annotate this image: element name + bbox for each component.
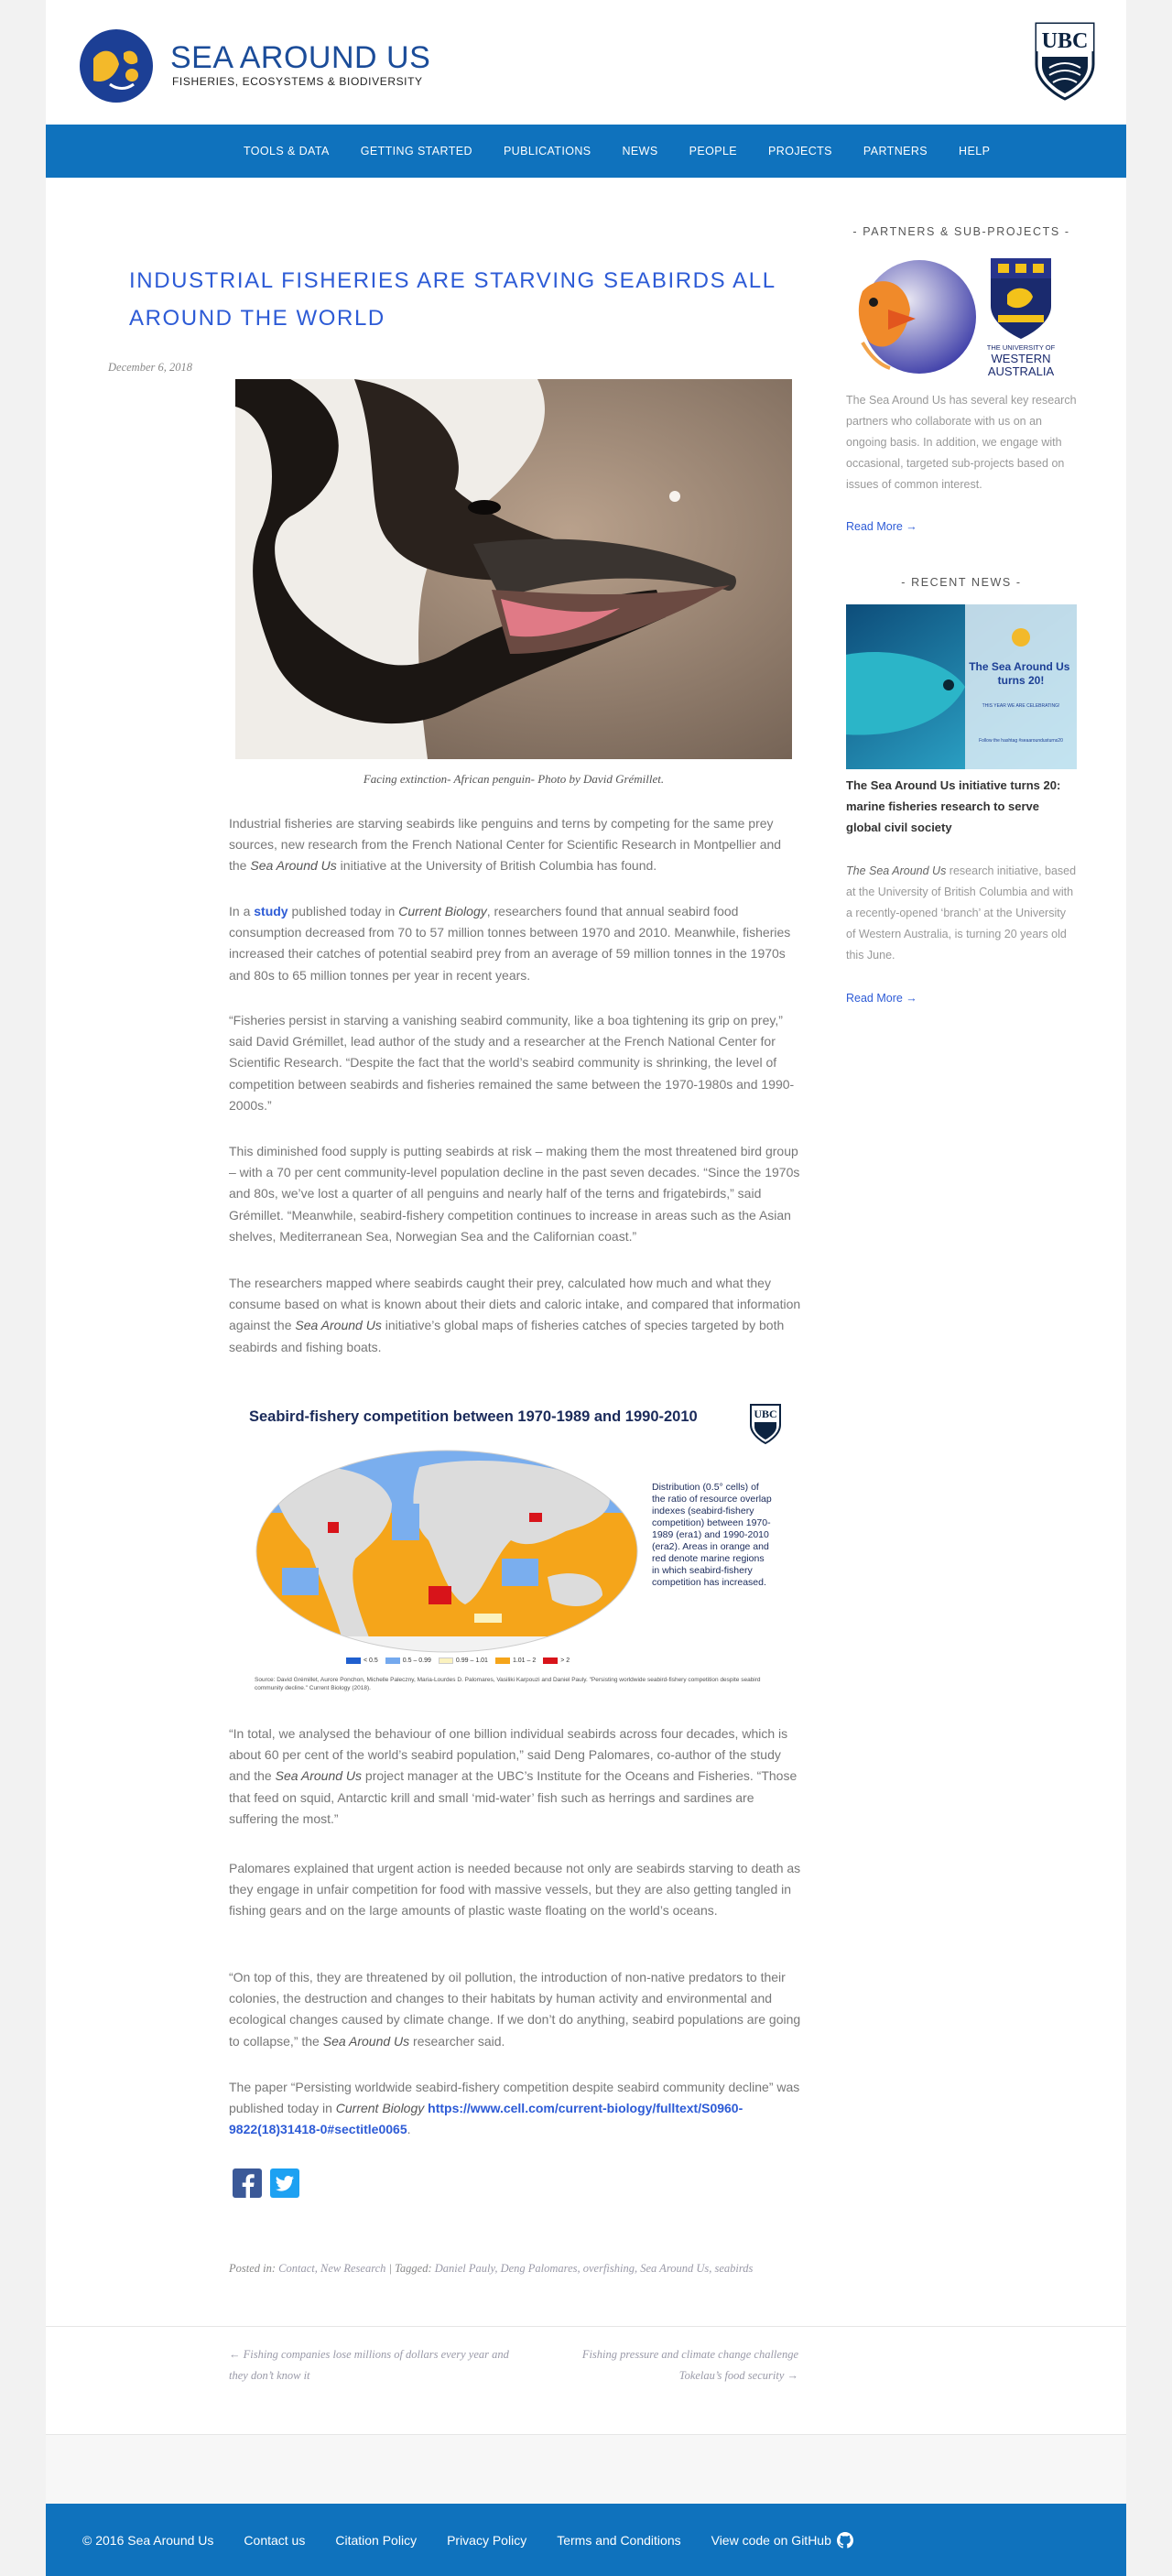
penguin-photo xyxy=(235,379,792,759)
paper-link[interactable]: https://www.cell.com/current-biology/fulltext/S0960-9822(18)31418-0#sectitle0065 xyxy=(229,2101,743,2137)
image-caption: Facing extinction- African penguin- Photo by David Grémillet. xyxy=(363,772,665,786)
map-color-scale: < 0.5 0.5 – 0.99 0.99 – 1.01 1.01 – 2 > 2 xyxy=(346,1658,570,1664)
nav-tools-data[interactable]: TOOLS & DATA xyxy=(244,145,330,158)
nav-people[interactable]: PEOPLE xyxy=(689,145,738,158)
footer-copyright: © 2016 Sea Around Us xyxy=(82,2532,214,2548)
svg-text:Follow the hashtag #seaaroundu: Follow the hashtag #seaaroundusturns20 xyxy=(979,738,1063,744)
footer-contact-link[interactable]: Contact us xyxy=(244,2532,306,2548)
site-header xyxy=(46,0,1126,125)
next-post-link[interactable]: Fishing pressure and climate change challenge Tokelau’s food security → xyxy=(581,2348,798,2382)
svg-text:THE UNIVERSITY OF: THE UNIVERSITY OF xyxy=(987,343,1056,352)
svg-text:The Sea Around Us turn: The Sea Around Us turns 20! xyxy=(969,660,1070,687)
scale-swatch xyxy=(543,1658,558,1664)
article-paragraph: The researchers mapped where seabirds caught their prey, calculated how much and what they consume based on what is known about their diets and caloric intake, and compared that information against the Sea Around Us initiative’s global maps of fisheries catches of species targeted by both seabirds and fishing boats. xyxy=(229,1276,801,1354)
partner-fish-globe-logo[interactable] xyxy=(852,255,978,378)
news-thumbnail[interactable] xyxy=(846,604,1077,769)
scale-swatch xyxy=(439,1658,453,1664)
news-excerpt: The Sea Around Us research initiative, based at the University of British Columbia and with a recently-opened ‘branch’ at the University of Western Australia, is turning 20 years old this June. xyxy=(846,864,1077,962)
nav-help[interactable]: HELP xyxy=(959,145,991,158)
partners-read-more-link[interactable]: Read More → xyxy=(846,520,917,533)
world-map xyxy=(255,1449,639,1655)
svg-text:UBC: UBC xyxy=(1041,29,1089,53)
footer-github-link[interactable] xyxy=(711,2532,853,2549)
article-paragraph: In a study published today in Current Biology, researchers found that annual seabird food consumption decreased from 70 to 57 million tonnes between 1970 and 2010. Meanwhile, fisheries increased their catches of potential seabird prey from an average of 59 million tonnes in the 1970s and 80s to 65 million tonnes per year in recent years. xyxy=(229,904,791,983)
map-source: Source: David Grémillet, Aurore Ponchon, Michelle Paleczny, Maria-Lourdes D. Palomares, Vasiliki Karpouzi and Daniel Pauly. "Persisting worldwide seabird-fishery competition despite seabird community decline." Current Biology (2018). xyxy=(255,1677,761,1691)
map-title: Seabird-fishery competition between 1970-1989 and 1990-2010 xyxy=(249,1408,698,1425)
article-paragraph: “On top of this, they are threatened by oil pollution, the introduction of non-native predators to their colonies, the destruction and changes to their habitats by human activity and environmental and ecological changes caused by climate change. If we don’t do anything, seabird populations are going to collapse,” the Sea Around Us researcher said. xyxy=(229,1970,801,2049)
social-share xyxy=(233,2168,299,2198)
page-container xyxy=(46,0,1126,2504)
partners-heading: - PARTNERS & SUB-PROJECTS - xyxy=(852,225,1070,238)
site-tagline: FISHERIES, ECOSYSTEMS & BIODIVERSITY xyxy=(172,75,423,88)
post-meta: Posted in: Contact, New Research | Tagged: Daniel Pauly, Deng Palomares, overfishing, Sea Around Us, seabirds xyxy=(229,2262,754,2275)
article-paragraph: “In total, we analysed the behaviour of one billion individual seabirds across four decades, which is about 60 per cent of the world’s seabird population,” said Deng Palomares, co-author of the study and the Sea Around Us project manager at the UBC’s Institute for the Oceans and Fisheries. “Those that feed on squid, Antarctic krill and small ‘mid-water’ fish such as herrings and sardines are suffering the most.” xyxy=(229,1726,798,1826)
nav-news[interactable]: NEWS xyxy=(622,145,658,158)
news-title-link[interactable]: The Sea Around Us initiative turns 20: marine fisheries research to serve global civil society xyxy=(846,778,1061,834)
recent-news-heading: - RECENT NEWS - xyxy=(901,576,1022,589)
article-paragraph: Industrial fisheries are starving seabirds like penguins and terns by competing for the same prey sources, new research from the French National Center for Scientific Research in Montpellier and the Sea Around Us initiative at the University of British Columbia has found. xyxy=(229,816,782,874)
ubc-crest-icon[interactable] xyxy=(1033,20,1097,103)
github-link-label: View code on GitHub xyxy=(711,2532,831,2548)
svg-text:UBC: UBC xyxy=(754,1408,777,1420)
footer-privacy-policy-link[interactable]: Privacy Policy xyxy=(447,2532,527,2548)
article-paragraph: “Fisheries persist in starving a vanishing seabird community, like a boa tightening its grip on prey,” said David Grémillet, lead author of the study and a researcher at the French National Center for Scientific Research. “Despite the fact that the world’s seabird community is shrinking, the level of competition between seabirds and fisheries remained the same between the 1970-1980s and 1990-2000s.” xyxy=(229,1013,795,1113)
uwa-crest-icon[interactable] xyxy=(987,255,1069,379)
article-paragraph: This diminished food supply is putting seabirds at risk – making them the most threatened bird group – with a 70 per cent community-level population decline in the past seven decades. “Since the 1970s and 80s, we’ve lost a quarter of all penguins and nearly half of the terns and frigatebirds,” said Grémillet. “Meanwhile, seabird-fishery competition continues to increase in areas such as the Asian shelves, Mediterranean Sea, Norwegian Sea and the Californian coast.” xyxy=(229,1144,800,1244)
nav-getting-started[interactable]: GETTING STARTED xyxy=(360,145,472,158)
github-icon xyxy=(837,2532,853,2549)
nav-projects[interactable]: PROJECTS xyxy=(768,145,832,158)
study-link[interactable]: study xyxy=(254,904,288,918)
main-navigation xyxy=(46,125,1126,178)
article-paragraph: The paper “Persisting worldwide seabird-fishery competition despite seabird community decline” was published today in Current Biology https://www.cell.com/current-biology/fulltext/S0960-9822(18)31418-0#sectitle0065. xyxy=(229,2080,800,2137)
twitter-share-icon[interactable] xyxy=(270,2168,299,2198)
article-paragraph: Palomares explained that urgent action is needed because not only are seabirds starving to death as they engage in unfair competition for food with massive vessels, but they are also getting tangled in fishing gears and on the large amounts of plastic waste floating on the world’s oceans. xyxy=(229,1861,801,1918)
divider xyxy=(46,2326,1126,2327)
news-read-more-link[interactable]: Read More → xyxy=(846,992,917,1005)
scale-swatch xyxy=(495,1658,510,1664)
tag-links[interactable]: Daniel Pauly, Deng Palomares, overfishing, Sea Around Us, seabirds xyxy=(434,2262,754,2275)
site-footer xyxy=(46,2504,1126,2576)
category-links[interactable]: Contact, New Research xyxy=(278,2262,386,2275)
svg-text:AUSTRALIA: AUSTRALIA xyxy=(987,364,1055,378)
nav-publications[interactable]: PUBLICATIONS xyxy=(503,145,591,158)
pre-footer-band xyxy=(46,2435,1126,2504)
previous-post-link[interactable]: ← Fishing companies lose millions of dollars every year and they don’t know it xyxy=(229,2348,509,2382)
map-legend-text: Distribution (0.5° cells) of the ratio of resource overlap indexes (seabird-fishery competition) between 1970-1989 (era1) and 1990-2010 (era2). Areas in orange and red denote marine regions in which seabird-fishery competition has increased. xyxy=(652,1482,772,1588)
svg-text:THIS YEAR WE ARE CELEBRATING!: THIS YEAR WE ARE CELEBRATING! xyxy=(982,703,1060,709)
scale-swatch xyxy=(346,1658,361,1664)
nav-partners[interactable]: PARTNERS xyxy=(863,145,928,158)
sea-around-us-logo[interactable] xyxy=(73,20,159,106)
svg-text:WESTERN: WESTERN xyxy=(991,352,1051,365)
seabird-competition-map xyxy=(238,1394,787,1701)
scale-swatch xyxy=(385,1658,400,1664)
partners-description: The Sea Around Us has several key research partners who collaborate with us on an ongoing basis. In addition, we engage with occasional, targeted sub-projects based on issues of common interest. xyxy=(846,394,1077,491)
post-date: December 6, 2018 xyxy=(108,361,192,374)
article-title: INDUSTRIAL FISHERIES ARE STARVING SEABIRDS ALL AROUND THE WORLD xyxy=(129,268,776,331)
footer-terms-link[interactable]: Terms and Conditions xyxy=(557,2532,681,2548)
facebook-share-icon[interactable] xyxy=(233,2168,262,2198)
footer-citation-policy-link[interactable]: Citation Policy xyxy=(335,2532,418,2548)
ubc-small-crest-icon xyxy=(749,1403,782,1445)
site-name[interactable]: SEA AROUND US xyxy=(170,40,431,75)
